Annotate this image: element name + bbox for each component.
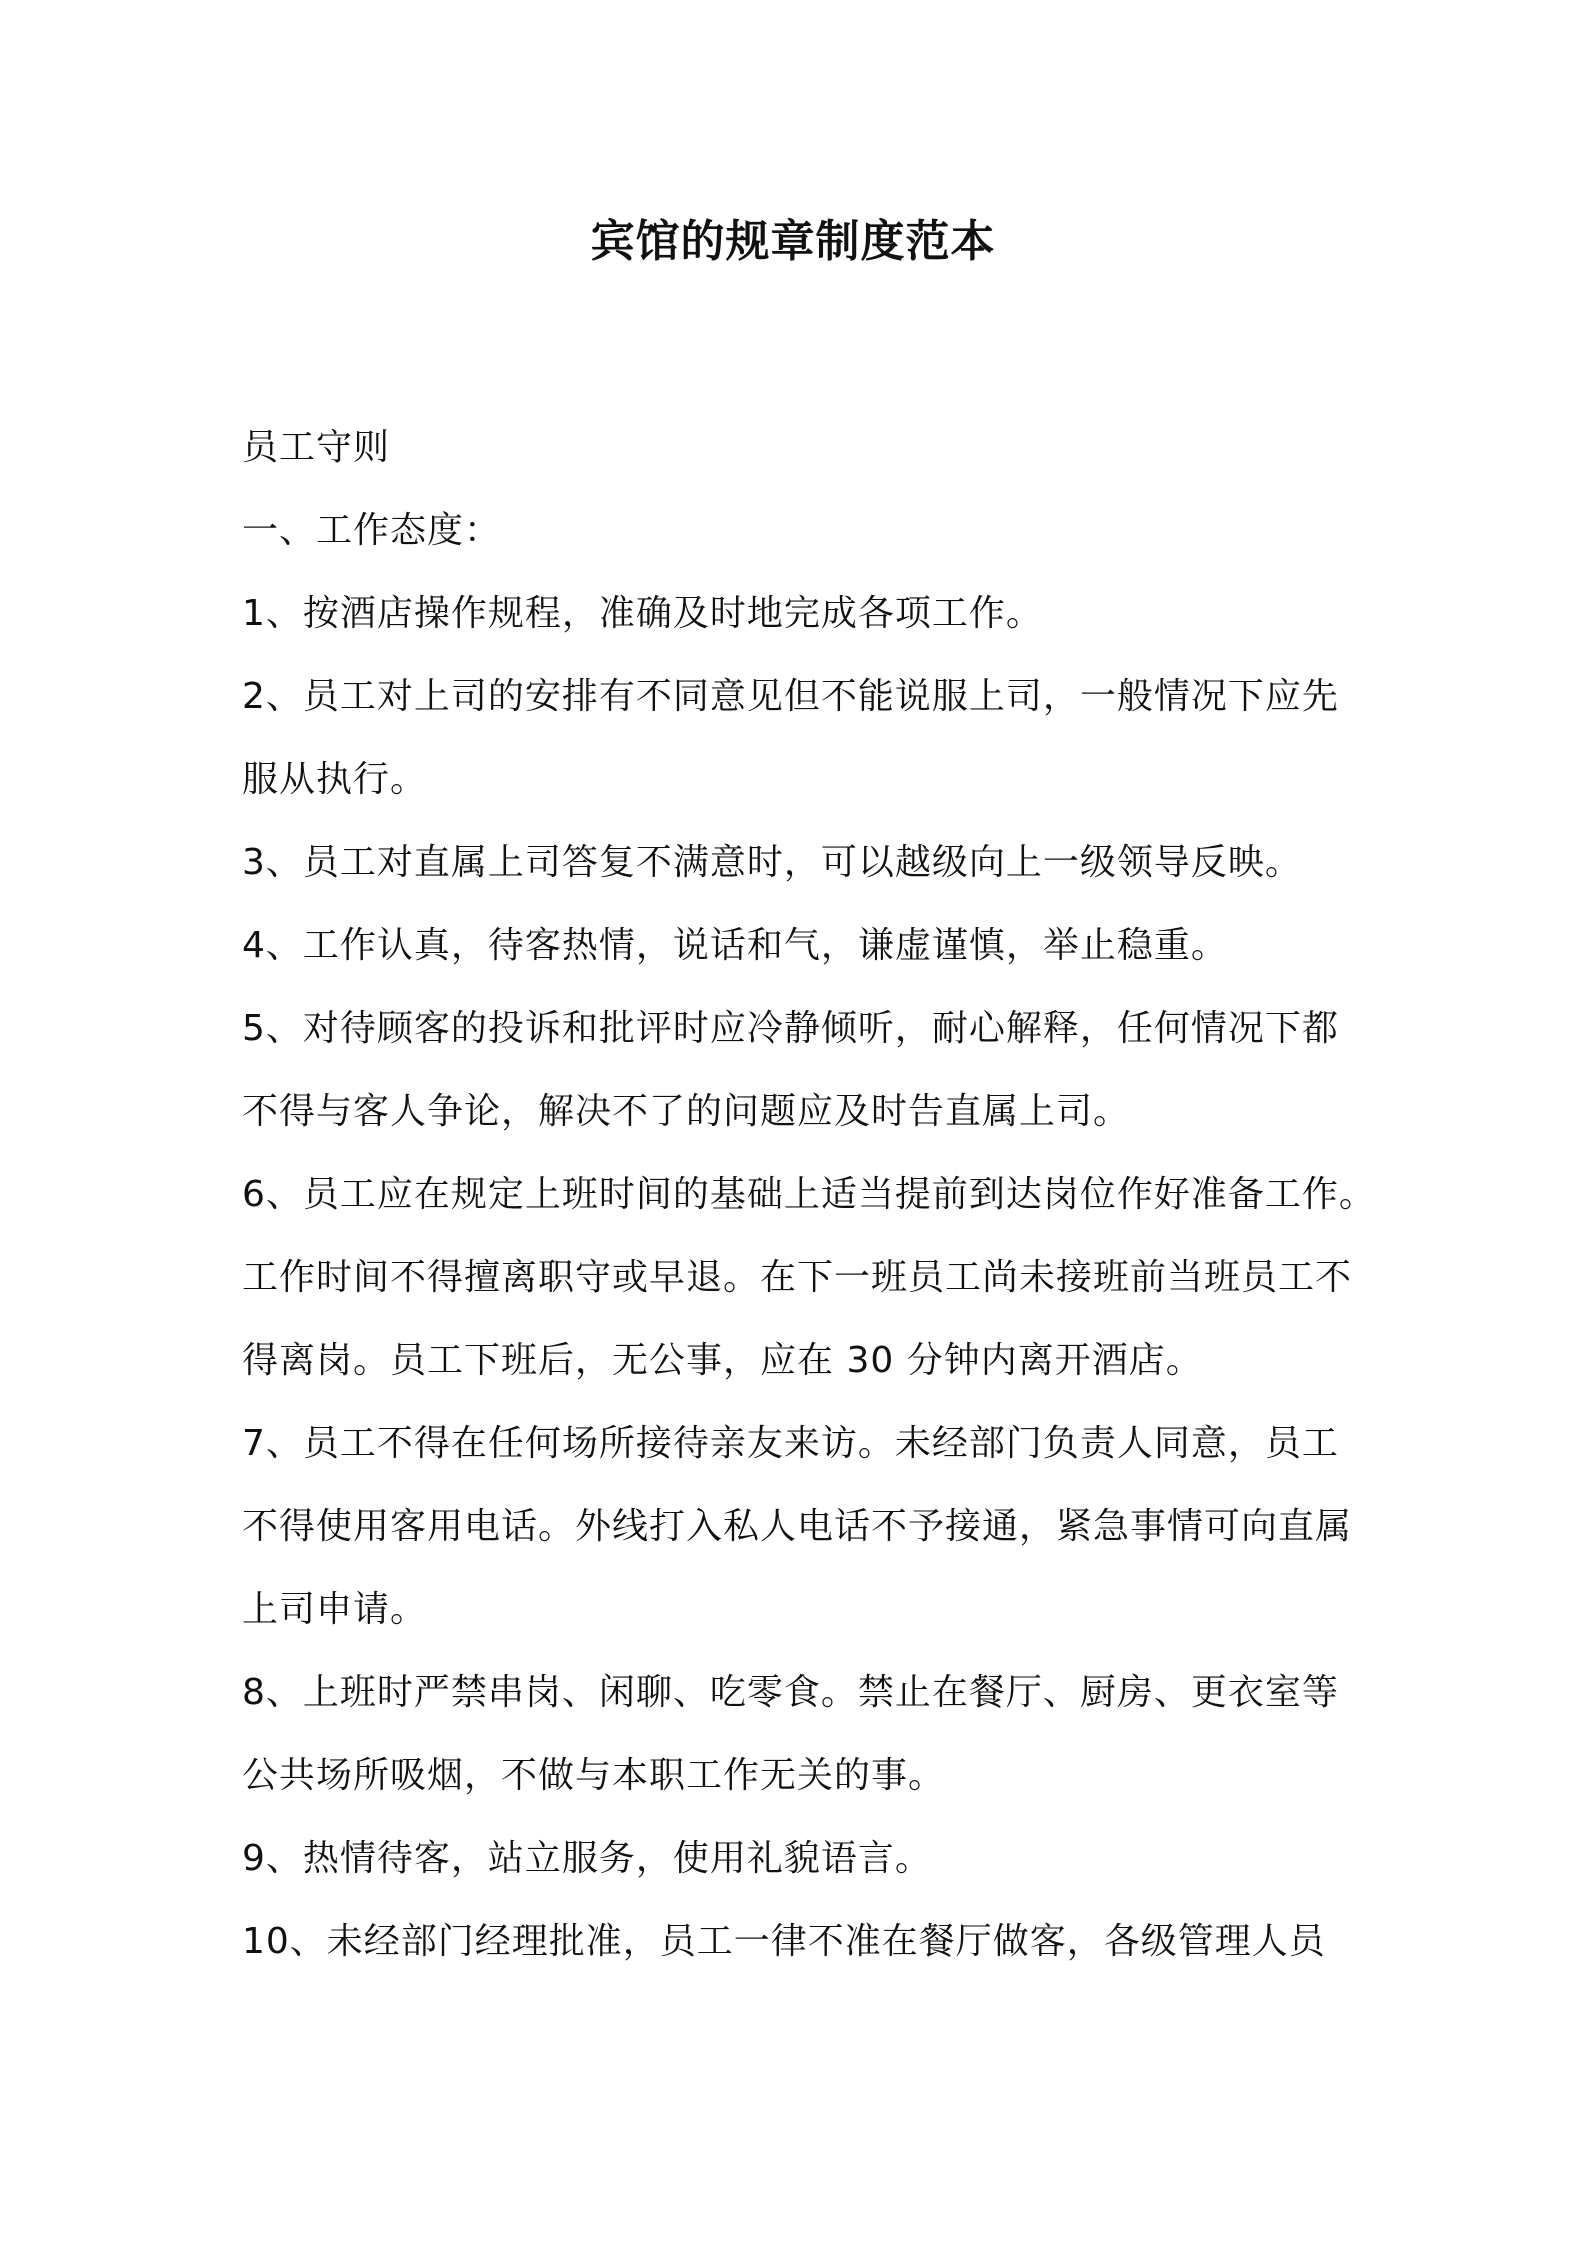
text-line: 3、员工对直属上司答复不满意时，可以越级向上一级领导反映。 bbox=[242, 842, 1302, 883]
text-line: 服从执行。 bbox=[242, 759, 428, 800]
document-body bbox=[242, 406, 1376, 1983]
text-line: 10、未经部门经理批准，员工一律不准在餐厅做客，各级管理人员 bbox=[242, 1921, 1326, 1962]
text-line: 不得与客人争论，解决不了的问题应及时告直属上司。 bbox=[242, 1091, 1131, 1132]
text-line: 5、对待顾客的投诉和批评时应冷静倾听，耐心解释，任何情况下都 bbox=[242, 1008, 1339, 1049]
text-line: 工作时间不得擅离职守或早退。在下一班员工尚未接班前当班员工不 bbox=[242, 1257, 1353, 1298]
text-line: 上司申请。 bbox=[242, 1589, 428, 1630]
text-line: 公共场所吸烟，不做与本职工作无关的事。 bbox=[242, 1755, 946, 1796]
page-title: 宾馆的规章制度范本 bbox=[590, 216, 996, 267]
text-line: 2、员工对上司的安排有不同意见但不能说服上司，一般情况下应先 bbox=[242, 676, 1339, 717]
subsection-heading: 一、工作态度： bbox=[242, 510, 502, 551]
section-heading: 员工守则 bbox=[242, 427, 391, 468]
text-line: 8、上班时严禁串岗、闲聊、吃零食。禁止在餐厅、厨房、更衣室等 bbox=[242, 1672, 1339, 1713]
text-line: 不得使用客用电话。外线打入私人电话不予接通，紧急事情可向直属 bbox=[242, 1506, 1353, 1547]
text-line: 4、工作认真，待客热情，说话和气，谦虚谨慎，举止稳重。 bbox=[242, 925, 1228, 966]
text-line: 9、热情待客，站立服务，使用礼貌语言。 bbox=[242, 1838, 932, 1879]
text-line: 1、按酒店操作规程，准确及时地完成各项工作。 bbox=[242, 593, 1043, 634]
text-line: 得离岗。员工下班后，无公事，应在 30 分钟内离开酒店。 bbox=[242, 1340, 1203, 1381]
text-line: 6、员工应在规定上班时间的基础上适当提前到达岗位作好准备工作。 bbox=[242, 1174, 1376, 1215]
text-line: 7、员工不得在任何场所接待亲友来访。未经部门负责人同意，员工 bbox=[242, 1423, 1339, 1464]
